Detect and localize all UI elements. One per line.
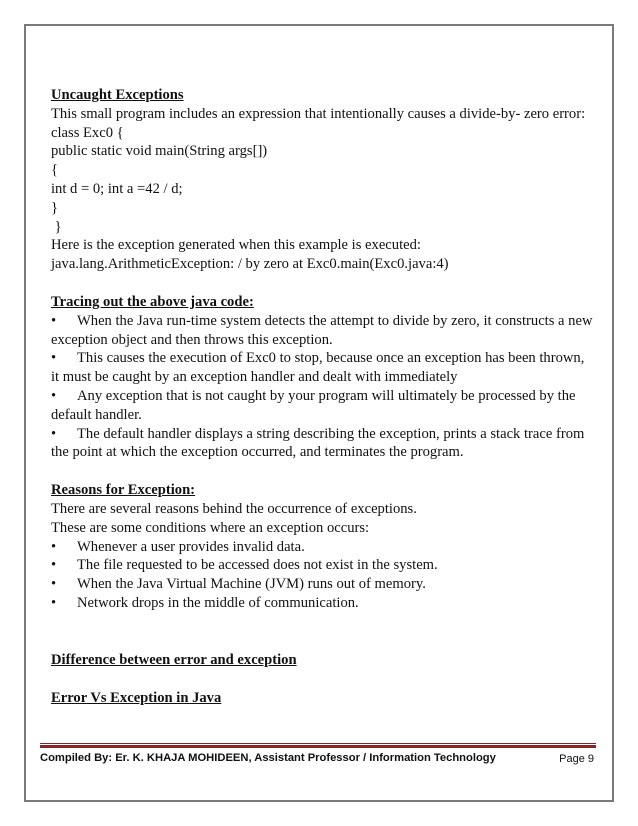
- list-item-text: This causes the execution of Exc0 to stop, because once an exception has been thrown, it must be caught by an exception handler and dealt with immediately: [51, 350, 585, 386]
- list-item-text: The file requested to be accessed does not exist in the system.: [77, 557, 438, 574]
- list-item: [51, 594, 596, 613]
- bullet-icon: •: [51, 312, 57, 329]
- list-item-text: Any exception that is not caught by your program will ultimately be processed by the default handler.: [51, 387, 576, 423]
- bullet-icon: •: [51, 425, 57, 442]
- list-item: [51, 312, 596, 350]
- list-item: [51, 387, 596, 425]
- list-item: [51, 538, 596, 557]
- paragraph-reasons-intro: There are several reasons behind the occurrence of exceptions.: [51, 500, 417, 517]
- heading-reasons: Reasons for Exception:: [51, 482, 196, 499]
- bullet-icon: •: [51, 557, 57, 574]
- footer-divider: [40, 745, 596, 748]
- list-item-text: Network drops in the middle of communication.: [77, 594, 359, 611]
- heading-tracing: Tracing out the above java code:: [51, 293, 254, 310]
- bullet-icon: •: [51, 387, 57, 404]
- paragraph-uncaught-after: Here is the exception generated when this example is executed:: [51, 237, 421, 254]
- list-item: [51, 575, 596, 594]
- code-line: public static void main(String args[]): [51, 143, 268, 160]
- code-line: }: [51, 199, 59, 216]
- list-item: [51, 556, 596, 575]
- code-line: int d = 0; int a =42 / d;: [51, 180, 183, 197]
- page-number: Page 9: [559, 753, 594, 765]
- bullet-icon: •: [51, 538, 57, 555]
- footer-divider: [40, 743, 596, 744]
- footer-compiled-by: Compiled By: Er. K. KHAJA MOHIDEEN, Assistant Professor / Information Technology: [40, 752, 496, 764]
- code-line: class Exc0 {: [51, 124, 124, 141]
- document-body: [51, 86, 596, 707]
- list-item: [51, 349, 596, 387]
- heading-error-vs-exception: Error Vs Exception in Java: [51, 689, 222, 706]
- bullet-icon: •: [51, 576, 57, 593]
- list-item-text: Whenever a user provides invalid data.: [77, 538, 305, 555]
- heading-difference: Difference between error and exception: [51, 651, 297, 668]
- list-item-text: When the Java run-time system detects the attempt to divide by zero, it constructs a new exception object and then throws this exception.: [51, 312, 593, 348]
- exception-trace: java.lang.ArithmeticException: / by zero at Exc0.main(Exc0.java:4): [51, 256, 449, 273]
- list-item: [51, 425, 596, 463]
- heading-uncaught-exceptions: Uncaught Exceptions: [51, 87, 184, 103]
- list-item-text: When the Java Virtual Machine (JVM) runs out of memory.: [77, 576, 426, 593]
- code-line: }: [51, 218, 62, 235]
- code-line: {: [51, 162, 59, 179]
- paragraph-reasons-conditions: These are some conditions where an exception occurs:: [51, 519, 370, 536]
- paragraph-uncaught-intro: This small program includes an expression that intentionally causes a divide-by- zero error:: [51, 105, 586, 122]
- list-item-text: The default handler displays a string describing the exception, prints a stack trace from the point at which the exception occurred, and terminates the program.: [51, 425, 585, 461]
- bullet-icon: •: [51, 350, 57, 367]
- bullet-icon: •: [51, 594, 57, 611]
